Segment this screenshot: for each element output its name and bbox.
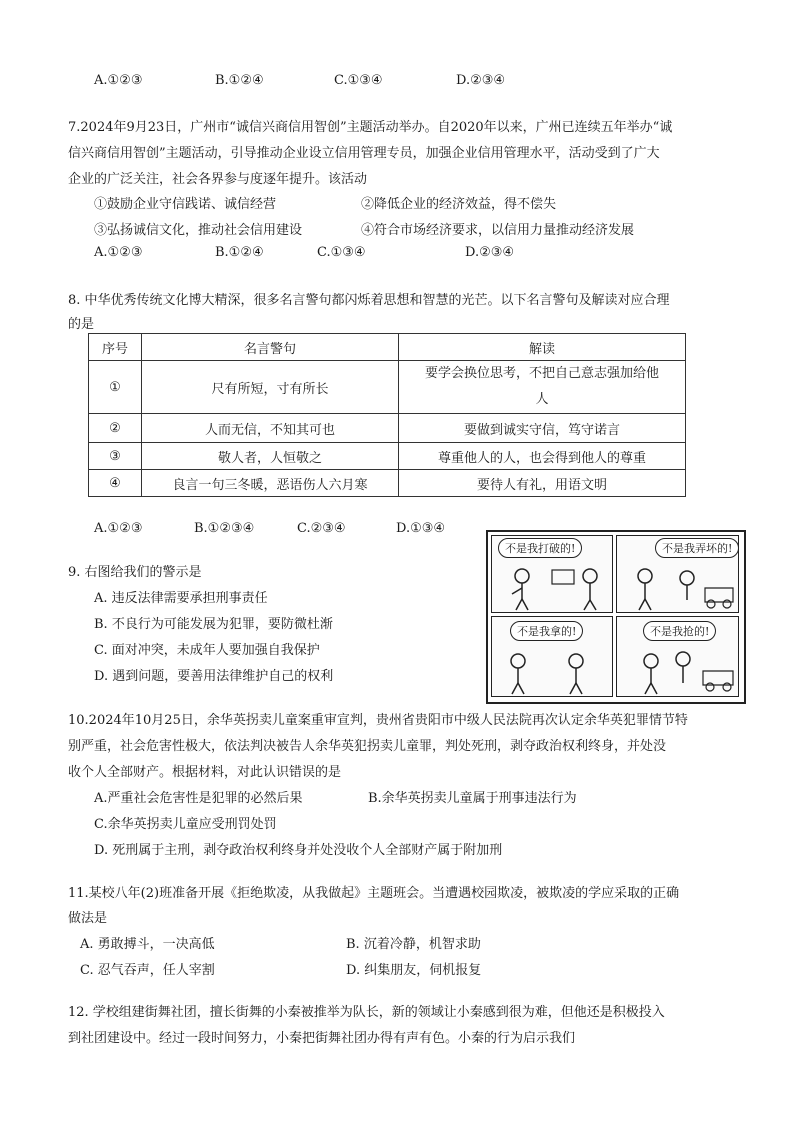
- q9-stem: 9. 右图给我们的警示是: [68, 565, 202, 580]
- q8-stem-line1: 8. 中华优秀传统文化博大精深，很多名言警句都闪烁着思想和智慧的光芒。以下名言警句及解读对应合理: [68, 293, 670, 308]
- q7-option-b[interactable]: B.①②④: [215, 245, 264, 260]
- q6-option-b[interactable]: B.①②④: [215, 73, 264, 88]
- q7-statement-1: ①鼓励企业守信践诺、诚信经营: [94, 197, 277, 212]
- q10-stem-line2: 别严重，社会危害性极大，依法判决被告人余华英犯拐卖儿童罪，判处死刑，剥夺政治权利终身，并处没: [68, 739, 667, 754]
- q8-stem-line2: 的是: [68, 317, 95, 332]
- q9-option-c[interactable]: C. 面对冲突，未成年人要加强自我保护: [94, 643, 320, 658]
- row-quote: 尺有所短，寸有所长: [142, 361, 399, 414]
- comic-panel-4: [616, 616, 739, 697]
- q7-option-a[interactable]: A.①②③: [94, 245, 143, 260]
- table-row: [89, 443, 686, 470]
- row-num: ②: [89, 414, 142, 443]
- row-interp-line1: 要学会换位思考，不把自己意志强加给他: [424, 366, 659, 381]
- q6-option-a[interactable]: A.①②③: [94, 73, 143, 88]
- q10-stem-line1: 10.2024年10月25日，余华英拐卖儿童案重审宣判，贵州省贵阳市中级人民法院再次认定余华英犯罪情节特: [68, 713, 688, 728]
- q9-option-d[interactable]: D. 遇到问题，要善用法律维护自己的权利: [94, 669, 334, 684]
- comic-illustration: [486, 530, 746, 704]
- q9-option-a[interactable]: A. 违反法律需要承担刑事责任: [94, 591, 268, 606]
- q8-option-c[interactable]: C.②③④: [297, 521, 346, 536]
- row-interp: 要做到诚实守信，笃守诺言: [399, 414, 686, 443]
- row-num: ③: [89, 443, 142, 470]
- q7-option-d[interactable]: D.②③④: [465, 245, 515, 260]
- q7-statement-4: ④符合市场经济要求，以信用力量推动经济发展: [361, 223, 635, 238]
- row-quote: 人而无信，不知其可也: [142, 414, 399, 443]
- row-interp: 要待人有礼，用语文明: [399, 470, 686, 497]
- row-interp-line2: 人: [535, 392, 549, 407]
- row-interp: [399, 361, 686, 414]
- comic-bubble-2: 不是我弄坏的!: [655, 538, 739, 558]
- q11-stem-line2: 做法是: [68, 911, 108, 926]
- q7-option-c[interactable]: C.①③④: [317, 245, 366, 260]
- q8-option-a[interactable]: A.①②③: [94, 521, 143, 536]
- comic-bubble-4: 不是我抢的!: [643, 621, 716, 641]
- q11-option-a[interactable]: A. 勇敢搏斗，一决高低: [80, 937, 215, 952]
- header-interp: 解读: [399, 334, 686, 361]
- q11-option-c[interactable]: C. 忍气吞声，任人宰割: [80, 963, 215, 978]
- table-row: [89, 414, 686, 443]
- q8-table: [88, 333, 686, 497]
- header-num: 序号: [89, 334, 142, 361]
- comic-panel-1: [491, 535, 613, 613]
- row-num: ①: [89, 361, 142, 414]
- q10-stem-line3: 收个人全部财产。根据材料，对此认识错误的是: [68, 765, 342, 780]
- row-quote: 敬人者，人恒敬之: [142, 443, 399, 470]
- q6-option-c[interactable]: C.①③④: [334, 73, 383, 88]
- q8-option-b[interactable]: B.①②③④: [194, 521, 255, 536]
- q10-option-c[interactable]: C.余华英拐卖儿童应受刑罚处罚: [94, 817, 277, 832]
- q11-option-b[interactable]: B. 沉着冷静，机智求助: [346, 937, 481, 952]
- q7-stem-line2: 信兴商信用智创”主题活动，引导推动企业设立信用管理专员，加强企业信用管理水平，活动受到了广大: [68, 146, 660, 161]
- q11-stem-line1: 11.某校八年(2)班准备开展《拒绝欺凌，从我做起》主题班会。当遭遇校园欺凌，被欺凌的学应采取的正确: [68, 886, 680, 901]
- q10-option-a[interactable]: A.严重社会危害性是犯罪的必然后果: [94, 791, 303, 806]
- row-quote: 良言一句三冬暖，恶语伤人六月寒: [142, 470, 399, 497]
- q8-option-d[interactable]: D.①③④: [396, 521, 446, 536]
- q7-stem-line3: 企业的广泛关注，社会各界参与度逐年提升。该活动: [68, 172, 368, 187]
- comic-bubble-3: 不是我拿的!: [510, 621, 583, 641]
- comic-panel-3: [491, 616, 613, 697]
- comic-panel-2: [616, 535, 739, 613]
- table-row: [89, 361, 686, 414]
- q9-option-b[interactable]: B. 不良行为可能发展为犯罪，要防微杜渐: [94, 617, 333, 632]
- q12-stem-line1: 12. 学校组建街舞社团，擅长街舞的小秦被推举为队长，新的领域让小秦感到很为难，但他还是积极投入: [68, 1005, 665, 1020]
- q7-stem-line1: 7.2024年9月23日，广州市“诚信兴商信用智创”主题活动举办。自2020年以来，广州已连续五年举办“诚: [68, 120, 673, 135]
- q10-option-b[interactable]: B.余华英拐卖儿童属于刑事违法行为: [368, 791, 577, 806]
- table-row: [89, 470, 686, 497]
- table-header-row: [89, 334, 686, 361]
- q6-option-d[interactable]: D.②③④: [456, 73, 506, 88]
- header-quote: 名言警句: [142, 334, 399, 361]
- q11-option-d[interactable]: D. 纠集朋友，伺机报复: [346, 963, 482, 978]
- q12-stem-line2: 到社团建设中。经过一段时间努力，小秦把街舞社团办得有声有色。小秦的行为启示我们: [68, 1031, 576, 1046]
- q7-statement-2: ②降低企业的经济效益，得不偿失: [361, 197, 557, 212]
- row-interp: 尊重他人的人，也会得到他人的尊重: [399, 443, 686, 470]
- q7-statement-3: ③弘扬诚信文化，推动社会信用建设: [94, 223, 303, 238]
- comic-bubble-1: 不是我打破的!: [498, 538, 582, 558]
- row-num: ④: [89, 470, 142, 497]
- q10-option-d[interactable]: D. 死刑属于主刑，剥夺政治权利终身并处没收个人全部财产属于附加刑: [94, 843, 503, 858]
